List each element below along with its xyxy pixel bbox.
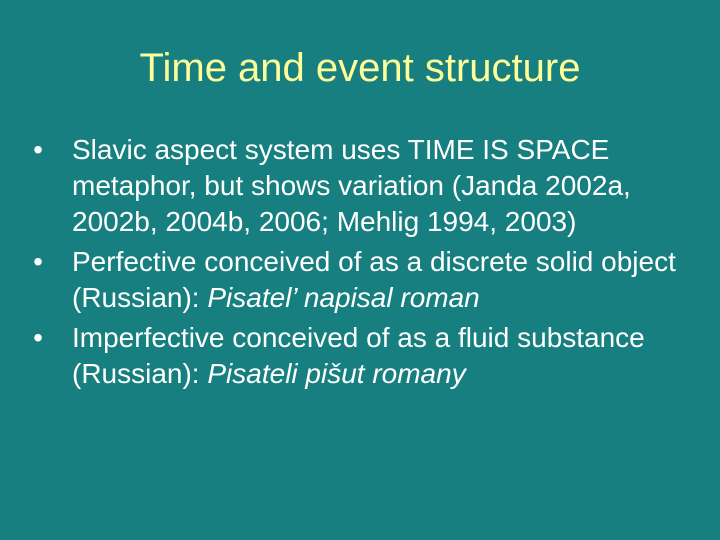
bullet-marker: • (33, 134, 43, 165)
bullet-text: Perfective conceived of as a discrete solid object (Russian): (72, 246, 676, 313)
bullet-item (28, 132, 708, 240)
bullet-item (28, 244, 708, 316)
bullet-marker: • (33, 246, 43, 277)
russian-example: Pisatel’ napisal roman (207, 282, 480, 313)
slide-title: Time and event structure (139, 46, 581, 90)
bullet-text: Imperfective conceived of as a fluid substance (Russian): (72, 322, 645, 389)
russian-example: Pisateli pišut romany (207, 358, 466, 389)
bullet-item (28, 320, 708, 392)
bullet-list (28, 132, 708, 396)
bullet-text: Slavic aspect system uses TIME IS SPACE metaphor, but shows variation (Janda 2002a, 2002b, 2004b, 2006; Mehlig 1994, 2003) (72, 134, 631, 237)
bullet-marker: • (33, 322, 43, 353)
